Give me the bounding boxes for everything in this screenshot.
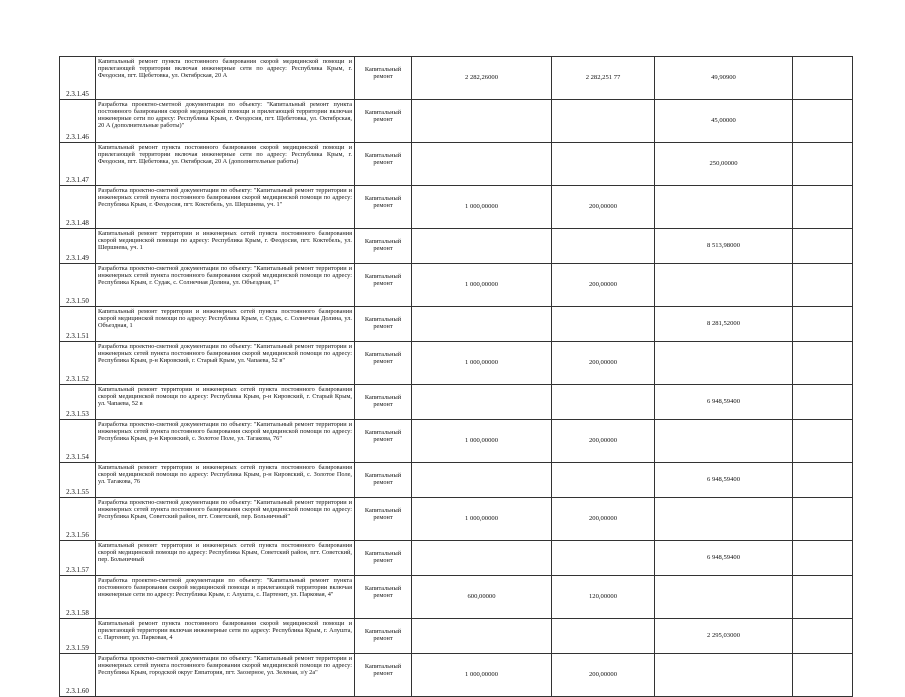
work-type-cell: Капитальный ремонт (355, 654, 412, 697)
description-cell: Капитальный ремонт территории и инженерных сетей пункта постоянного базирования скорой медицинской помощи по адресу: Республика Крым, р-н Кировский, г. Старый Крым, ул. Чапаева, 52 в (96, 385, 355, 420)
value-3-cell (655, 186, 793, 229)
row-number-cell: 2.3.1.45 (60, 57, 96, 100)
table-row (60, 57, 853, 100)
value-3-cell (655, 342, 793, 385)
value-2-cell: 200,00000 (552, 342, 655, 385)
row-number-cell: 2.3.1.57 (60, 541, 96, 576)
description-cell: Разработка проектно-сметной документации по объекту: "Капитальный ремонт территории и инженерных сетей пункта постоянного базирования скорой медицинской помощи по адресу: Республика Крым, городской округ Евпатория, пгт. Заозерное, ул. Зеленая, з/у 2а" (96, 654, 355, 697)
value-2-cell (552, 541, 655, 576)
row-number-cell: 2.3.1.48 (60, 186, 96, 229)
work-type-cell: Капитальный ремонт (355, 186, 412, 229)
value-3-cell (655, 498, 793, 541)
value-2-cell (552, 229, 655, 264)
description-cell: Капитальный ремонт территории и инженерных сетей пункта постоянного базирования скорой медицинской помощи по адресу: Республика Крым, г. Судак, с. Солнечная Долина, ул. Объездная, 1 (96, 307, 355, 342)
row-number-cell: 2.3.1.60 (60, 654, 96, 697)
work-type-cell: Капитальный ремонт (355, 100, 412, 143)
empty-cell (793, 100, 853, 143)
table-row (60, 264, 853, 307)
value-3-cell: 45,00000 (655, 100, 793, 143)
value-3-cell (655, 576, 793, 619)
table-row (60, 385, 853, 420)
value-3-cell (655, 264, 793, 307)
empty-cell (793, 186, 853, 229)
value-2-cell: 2 282,251 77 (552, 57, 655, 100)
description-cell: Капитальный ремонт территории и инженерных сетей пункта постоянного базирования скорой медицинской помощи по адресу: Республика Крым, р-н Кировский, с. Золотое Поле, ул. Тагакова, 76 (96, 463, 355, 498)
value-1-cell: 1 000,00000 (412, 342, 552, 385)
description-cell: Капитальный ремонт пункта постоянного базирования скорой медицинской помощи и прилегающей территории включая инженерные сети по адресу: Республика Крым, г. Феодосия, пгт. Щебетовка, ул. Октябрская, 20 А (дополнительные работы) (96, 143, 355, 186)
value-1-cell (412, 385, 552, 420)
value-3-cell: 49,90900 (655, 57, 793, 100)
row-number-cell: 2.3.1.59 (60, 619, 96, 654)
table-row (60, 463, 853, 498)
table-row (60, 100, 853, 143)
value-1-cell: 1 000,00000 (412, 498, 552, 541)
value-1-cell: 1 000,00000 (412, 186, 552, 229)
empty-cell (793, 541, 853, 576)
row-number-cell: 2.3.1.52 (60, 342, 96, 385)
work-type-cell: Капитальный ремонт (355, 498, 412, 541)
row-number-cell: 2.3.1.54 (60, 420, 96, 463)
work-type-cell: Капитальный ремонт (355, 576, 412, 619)
description-cell: Разработка проектно-сметной документации по объекту: "Капитальный ремонт территории и инженерных сетей пункта постоянного базирования скорой медицинской помощи по адресу: Республика Крым, г. Феодосия, пгт. Коктебель, ул. Шершнева, уч. 1" (96, 186, 355, 229)
empty-cell (793, 576, 853, 619)
value-3-cell: 6 948,59400 (655, 385, 793, 420)
budget-table (59, 56, 853, 697)
table-row (60, 619, 853, 654)
value-2-cell: 200,00000 (552, 420, 655, 463)
table-row (60, 576, 853, 619)
description-cell: Разработка проектно-сметной документации по объекту: "Капитальный ремонт территории и инженерных сетей пункта постоянного базирования скорой медицинской помощи по адресу: Республика Крым, р-н Кировский, с. Золотое Поле, ул. Тагакова, 76" (96, 420, 355, 463)
row-number-cell: 2.3.1.51 (60, 307, 96, 342)
value-2-cell (552, 463, 655, 498)
description-cell: Капитальный ремонт пункта постоянного базирования скорой медицинской помощи и прилегающей территории включая инженерные сети по адресу: Республика Крым, г. Алушта, с. Партенит, ул. Парковая, 4 (96, 619, 355, 654)
empty-cell (793, 420, 853, 463)
value-2-cell: 200,00000 (552, 498, 655, 541)
value-1-cell: 1 000,00000 (412, 654, 552, 697)
value-2-cell: 200,00000 (552, 654, 655, 697)
value-2-cell: 120,00000 (552, 576, 655, 619)
work-type-cell: Капитальный ремонт (355, 463, 412, 498)
description-cell: Капитальный ремонт пункта постоянного базирования скорой медицинской помощи и прилегающей территории включая инженерные сети по адресу: Республика Крым, г. Феодосия, пгт. Щебетовка, ул. Октябрская, 20 А (96, 57, 355, 100)
work-type-cell: Капитальный ремонт (355, 619, 412, 654)
description-cell: Капитальный ремонт территории и инженерных сетей пункта постоянного базирования скорой медицинской помощи по адресу: Республика Крым, г. Феодосия, пгт. Коктебель, ул. Шершнева, уч. 1 (96, 229, 355, 264)
row-number-cell: 2.3.1.46 (60, 100, 96, 143)
description-cell: Разработка проектно-сметной документации по объекту: "Капитальный ремонт территории и инженерных сетей пункта постоянного базирования скорой медицинской помощи по адресу: Республика Крым, р-н Кировский, г. Старый Крым, ул. Чапаева, 52 в" (96, 342, 355, 385)
empty-cell (793, 57, 853, 100)
work-type-cell: Капитальный ремонт (355, 420, 412, 463)
value-1-cell (412, 307, 552, 342)
value-1-cell (412, 229, 552, 264)
table-row (60, 307, 853, 342)
description-cell: Разработка проектно-сметной документации по объекту: "Капитальный ремонт территории и инженерных сетей пункта постоянного базирования скорой медицинской помощи по адресу: Республика Крым, г. Судак, с. Солнечная Долина, ул. Объездная, 1" (96, 264, 355, 307)
work-type-cell: Капитальный ремонт (355, 385, 412, 420)
empty-cell (793, 654, 853, 697)
row-number-cell: 2.3.1.50 (60, 264, 96, 307)
empty-cell (793, 229, 853, 264)
value-3-cell: 250,00000 (655, 143, 793, 186)
value-1-cell (412, 143, 552, 186)
row-number-cell: 2.3.1.49 (60, 229, 96, 264)
value-3-cell (655, 654, 793, 697)
work-type-cell: Капитальный ремонт (355, 342, 412, 385)
row-number-cell: 2.3.1.58 (60, 576, 96, 619)
value-2-cell (552, 143, 655, 186)
value-1-cell: 1 000,00000 (412, 420, 552, 463)
work-type-cell: Капитальный ремонт (355, 541, 412, 576)
description-cell: Разработка проектно-сметной документации по объекту: "Капитальный ремонт пункта постоянного базирования скорой медицинской помощи и прилегающей территории включая инженерные сети по адресу: Республика Крым, г. Алушта, с. Партенит, ул. Парковая, 4" (96, 576, 355, 619)
value-1-cell (412, 463, 552, 498)
table-row (60, 541, 853, 576)
table-body (60, 57, 853, 697)
value-2-cell (552, 307, 655, 342)
value-2-cell (552, 619, 655, 654)
table-row (60, 186, 853, 229)
work-type-cell: Капитальный ремонт (355, 57, 412, 100)
table-row (60, 420, 853, 463)
value-1-cell (412, 541, 552, 576)
work-type-cell: Капитальный ремонт (355, 229, 412, 264)
value-3-cell: 6 948,59400 (655, 463, 793, 498)
empty-cell (793, 307, 853, 342)
empty-cell (793, 143, 853, 186)
description-cell: Капитальный ремонт территории и инженерных сетей пункта постоянного базирования скорой медицинской помощи по адресу: Республика Крым, Советский район, пгт. Советский, пер. Больничный (96, 541, 355, 576)
row-number-cell: 2.3.1.47 (60, 143, 96, 186)
table-row (60, 143, 853, 186)
description-cell: Разработка проектно-сметной документации по объекту: "Капитальный ремонт пункта постоянного базирования скорой медицинской помощи и прилегающей территории включая инженерные сети по адресу: Республика Крым, г. Феодосия, пгт. Щебетовка, ул. Октябрская, 20 А (дополнительные работы)" (96, 100, 355, 143)
value-1-cell: 600,00000 (412, 576, 552, 619)
row-number-cell: 2.3.1.56 (60, 498, 96, 541)
value-3-cell: 6 948,59400 (655, 541, 793, 576)
value-1-cell: 2 282,26000 (412, 57, 552, 100)
table-row (60, 654, 853, 697)
value-2-cell (552, 100, 655, 143)
value-3-cell: 8 513,98000 (655, 229, 793, 264)
empty-cell (793, 498, 853, 541)
description-cell: Разработка проектно-сметной документации по объекту: "Капитальный ремонт территории и инженерных сетей пункта постоянного базирования скорой медицинской помощи по адресу: Республика Крым, Советский район, пгт. Советский, пер. Больничный" (96, 498, 355, 541)
row-number-cell: 2.3.1.53 (60, 385, 96, 420)
value-2-cell: 200,00000 (552, 264, 655, 307)
table-row (60, 342, 853, 385)
empty-cell (793, 463, 853, 498)
value-3-cell: 2 295,03000 (655, 619, 793, 654)
table-row (60, 498, 853, 541)
row-number-cell: 2.3.1.55 (60, 463, 96, 498)
empty-cell (793, 385, 853, 420)
value-3-cell (655, 420, 793, 463)
work-type-cell: Капитальный ремонт (355, 307, 412, 342)
empty-cell (793, 619, 853, 654)
table-row (60, 229, 853, 264)
empty-cell (793, 342, 853, 385)
work-type-cell: Капитальный ремонт (355, 264, 412, 307)
value-1-cell (412, 100, 552, 143)
work-type-cell: Капитальный ремонт (355, 143, 412, 186)
value-1-cell (412, 619, 552, 654)
value-1-cell: 1 000,00000 (412, 264, 552, 307)
empty-cell (793, 264, 853, 307)
value-2-cell (552, 385, 655, 420)
value-2-cell: 200,00000 (552, 186, 655, 229)
value-3-cell: 8 281,52000 (655, 307, 793, 342)
